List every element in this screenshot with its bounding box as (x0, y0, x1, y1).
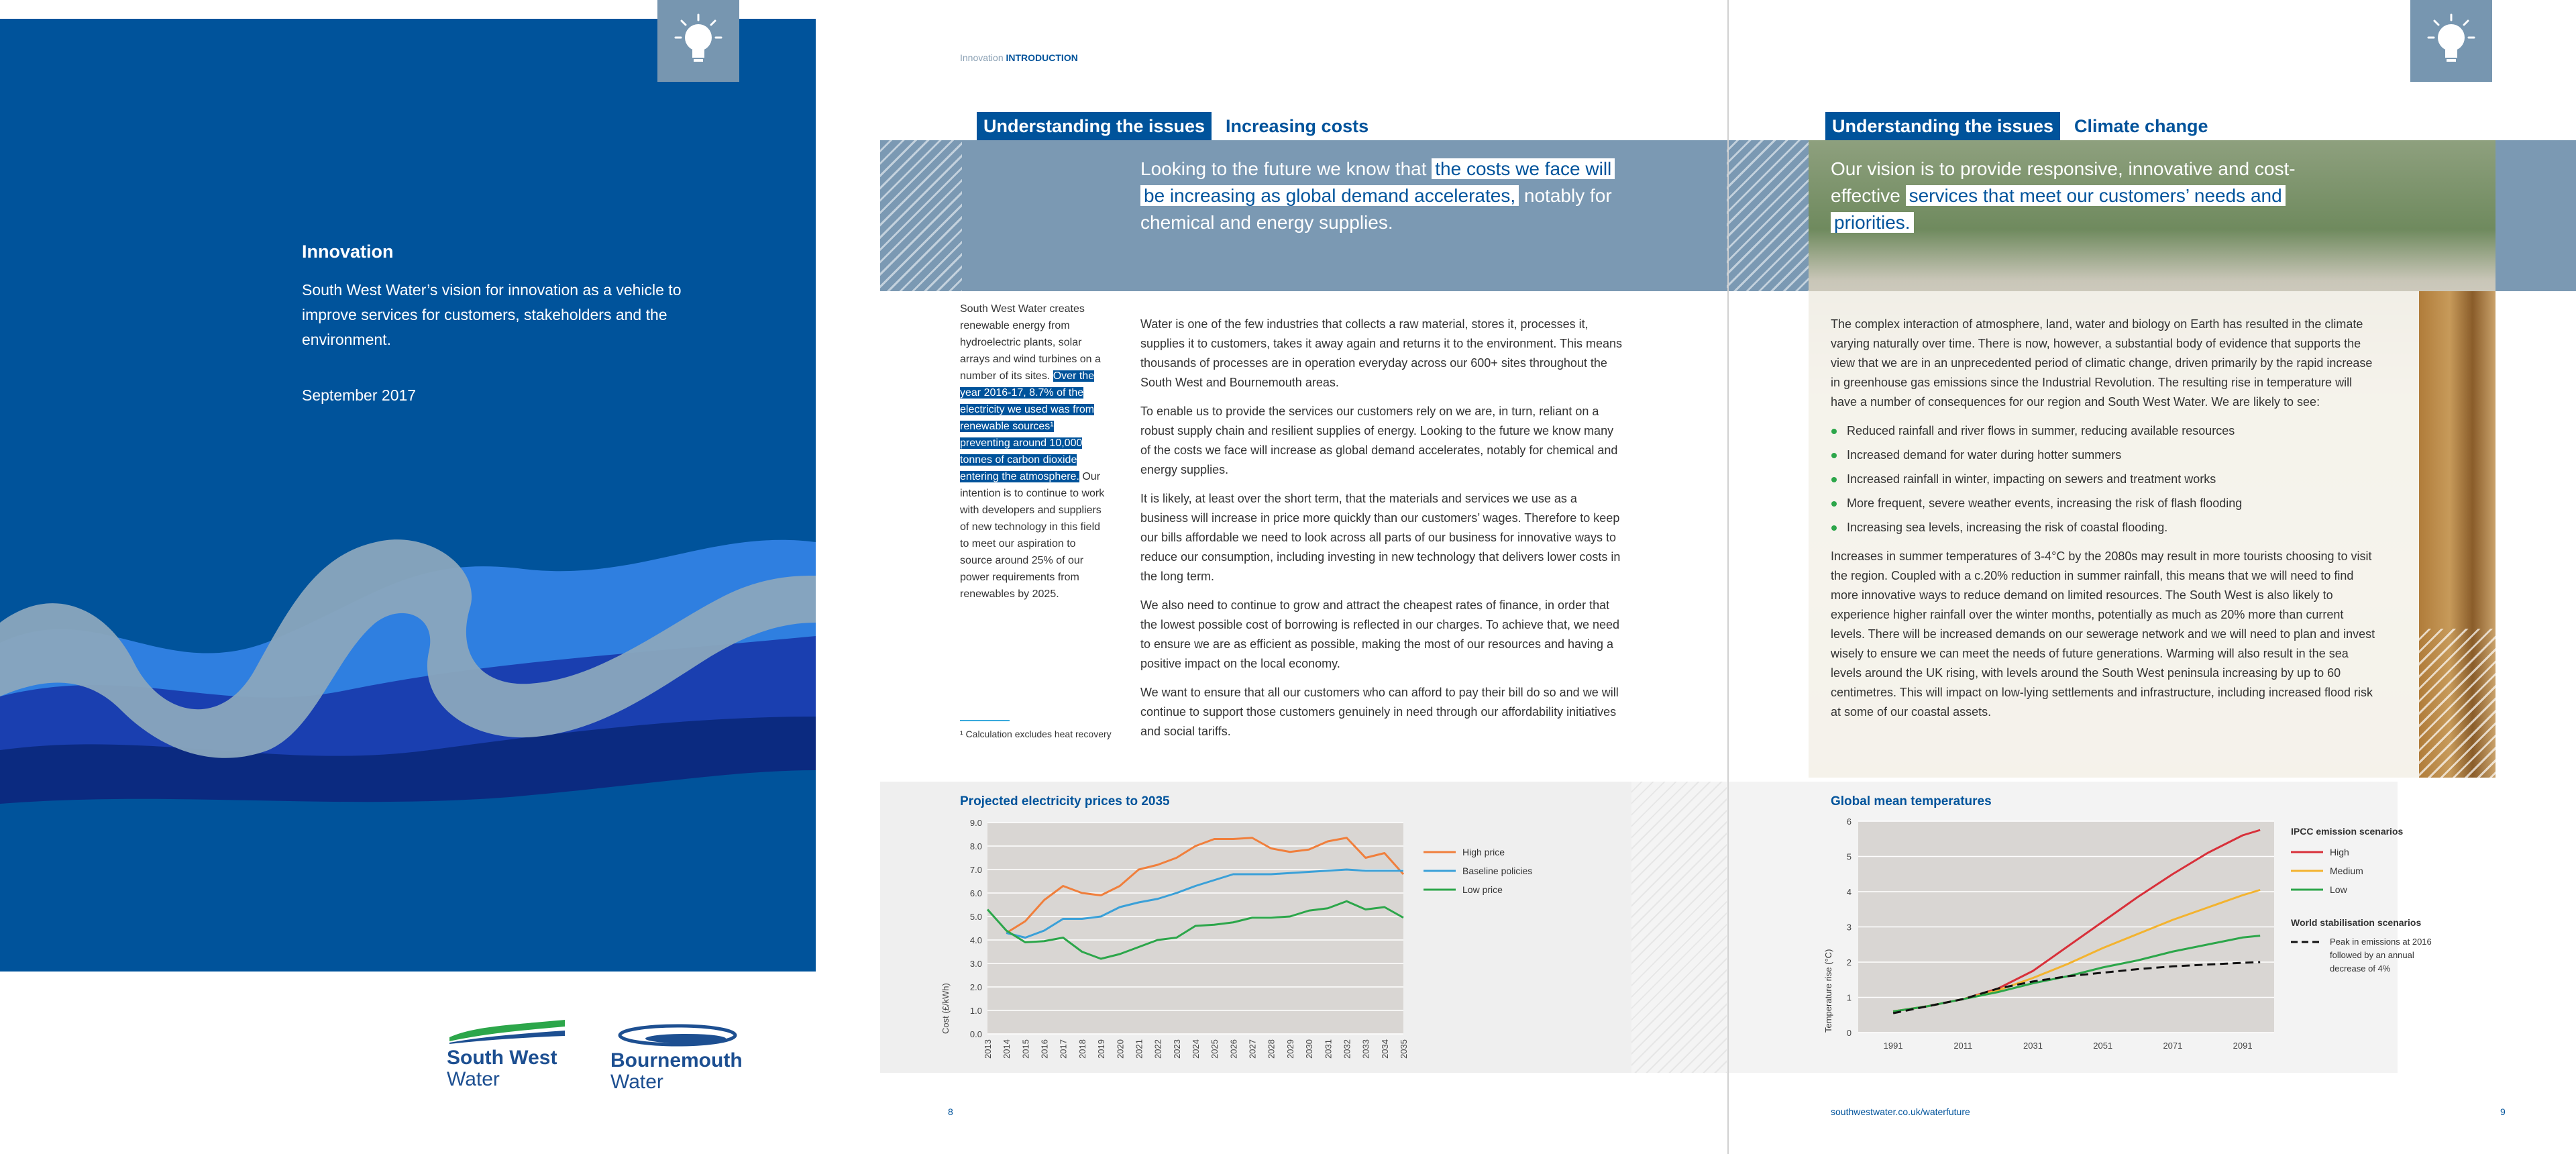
bournemouth-water-logo-mark (610, 1024, 745, 1047)
y-tick-label: 4.0 (969, 935, 982, 945)
lightbulb-icon (657, 0, 739, 82)
cover-date: September 2017 (302, 386, 417, 404)
quote-highlight: services that meet our customers’ needs and priorities. (1831, 185, 2286, 233)
page-divider (1727, 0, 1729, 1154)
legend-label: High (2330, 847, 2349, 857)
y-tick-label: 1 (1846, 992, 1851, 1003)
list-item: More frequent, severe weather events, increasing the risk of flash flooding (1831, 494, 2381, 513)
pull-quote-right (1831, 156, 2327, 236)
page-number: 8 (948, 1106, 953, 1117)
list-item: Reduced rainfall and river flows in summer, reducing available resources (1831, 421, 2381, 441)
legend-label: Baseline policies (1462, 866, 1533, 876)
cover-description: South West Water’s vision for innovation as a vehicle to improve services for customers, stakeholders and the environment. (302, 281, 682, 348)
legend-label-line: followed by an annual (2330, 950, 2414, 960)
x-tick-label: 2027 (1247, 1039, 1258, 1059)
y-tick-label: 5.0 (969, 912, 982, 922)
x-tick-label: 2031 (1323, 1039, 1334, 1059)
paragraph: The complex interaction of atmosphere, land, water and biology on Earth has resulted in the climate varying naturally over time. There is now, however, a substantial body of evidence that supports the view that we are in an unprecedented period of climatic change, driven primarily by the rapid increase in greenhouse gas emissions since the Industrial Revolution. The resulting rise in temperature will have a number of consequences for our region and South West Water. We are likely to see: (1831, 317, 2373, 409)
body-text-right (1831, 315, 2381, 731)
y-tick-label: 9.0 (969, 818, 982, 828)
footnote-rule (960, 720, 1010, 721)
impact-list (1831, 421, 2381, 537)
cover-panel (0, 19, 816, 972)
chart-title: Projected electricity prices to 2035 (960, 794, 1170, 808)
heading-topic: Increasing costs (1226, 116, 1369, 136)
x-tick-label: 2018 (1077, 1039, 1087, 1059)
bournemouth-logo-subtext: Water (610, 1071, 663, 1093)
y-axis-label: Temperature rise (°C) (1823, 949, 1833, 1033)
paragraph: We also need to continue to grow and attract the cheapest rates of finance, in order that the lowest possible cost of borrowing is reflected in our charges. To achieve that, we need to ensure we are as efficient as possible, making the most of our resources and having a positive impact on the local economy. (1140, 598, 1620, 670)
y-tick-label: 3 (1846, 922, 1851, 933)
x-tick-label: 2051 (2093, 1041, 2113, 1051)
y-tick-label: 2 (1846, 957, 1851, 967)
x-tick-label: 2019 (1096, 1039, 1107, 1059)
heading-label: Understanding the issues (977, 112, 1212, 140)
x-tick-label: 2011 (1953, 1041, 1973, 1051)
x-tick-label: 2033 (1360, 1039, 1371, 1059)
x-tick-label: 2035 (1399, 1039, 1409, 1059)
y-tick-label: 6.0 (969, 888, 982, 898)
south-west-water-logo (447, 1018, 568, 1090)
quote-text-end: notably for chemical and energy supplies. (1140, 185, 1612, 233)
legend-label-line: decrease of 4% (2330, 963, 2391, 974)
south-west-logo-text: South West (447, 1047, 557, 1069)
side-note (960, 301, 1106, 602)
page-number: 9 (2500, 1106, 2506, 1117)
list-item: Increased demand for water during hotter summers (1831, 445, 2381, 465)
list-item: Increased rainfall in winter, impacting on sewers and treatment works (1831, 470, 2381, 489)
breadcrumb (960, 52, 1078, 63)
quote-text: Our vision is to provide responsive, innovative and cost-effective (1831, 158, 2296, 206)
x-tick-label: 2014 (1002, 1039, 1012, 1059)
lightbulb-icon (2410, 0, 2492, 82)
y-tick-label: 3.0 (969, 959, 982, 969)
hatch-pattern (2419, 629, 2496, 778)
website-link[interactable]: southwestwater.co.uk/waterfuture (1831, 1106, 1970, 1117)
quote-highlight: the costs we face will be increasing as global demand accelerates, (1140, 158, 1615, 206)
x-tick-label: 2015 (1020, 1039, 1031, 1059)
electricity-price-chart (939, 812, 1533, 1073)
y-tick-label: 7.0 (969, 865, 982, 875)
y-tick-label: 8.0 (969, 841, 982, 851)
y-tick-label: 2.0 (969, 982, 982, 992)
breadcrumb-section: Innovation (960, 52, 1004, 63)
heading-topic-right: Climate change (2074, 116, 2208, 136)
y-axis-label: Cost (£/kWh) (941, 983, 951, 1034)
paragraph: Increases in summer temperatures of 3-4°C by the 2080s may result in more tourists choosing to visit the region. Coupled with a c.20% reduction in summer rainfall, this means that we will need to find more innovative ways to reduce demand on limited resources. The South West is also likely to experience higher rainfall over the winter months, potentially as much as 20% more than current levels. There will be increased demands on our sewerage network and we will need to plan and invest wisely to ensure we can meet the needs of future generations. Warming will also result in the sea levels around the UK rising, with levels around the South West peninsula increasing by up to 60 centimetres. This will impact on low-lying settlements and infrastructure, including increased flood risk at some of our coastal assets. (1831, 549, 2375, 719)
body-text (1140, 315, 1627, 751)
x-tick-label: 2025 (1210, 1039, 1220, 1059)
legend-label: Low price (1462, 884, 1503, 895)
legend-label: Medium (2330, 866, 2363, 876)
y-tick-label: 0 (1846, 1028, 1851, 1038)
x-tick-label: 2034 (1379, 1039, 1390, 1059)
x-tick-label: 2031 (2023, 1041, 2043, 1051)
legend-label-line: Peak in emissions at 2016 (2330, 937, 2432, 947)
x-tick-label: 2013 (983, 1039, 993, 1059)
pull-quote (1140, 156, 1637, 236)
list-item: Increasing sea levels, increasing the risk of coastal flooding. (1831, 518, 2381, 537)
quote-text: Looking to the future we know that (1140, 158, 1432, 179)
wave-artwork (0, 19, 816, 972)
cover-title: Innovation (302, 242, 394, 262)
breadcrumb-page: INTRODUCTION (1006, 52, 1078, 63)
y-tick-label: 1.0 (969, 1006, 982, 1016)
side-note-intro: South West Water creates renewable energy from hydroelectric plants, solar arrays and wind turbines on a number of its sites. (960, 303, 1101, 382)
x-tick-label: 2026 (1228, 1039, 1239, 1059)
heading-label-right: Understanding the issues (1825, 112, 2060, 140)
x-tick-label: 2017 (1058, 1039, 1069, 1059)
hatch-pattern (1727, 140, 1809, 291)
x-tick-label: 2016 (1039, 1039, 1050, 1059)
hatch-pattern (1631, 782, 1727, 1073)
x-tick-label: 2020 (1115, 1039, 1126, 1059)
legend-group-title: World stabilisation scenarios (2291, 917, 2422, 928)
x-tick-label: 1991 (1883, 1041, 1903, 1051)
x-tick-label: 2071 (2163, 1041, 2183, 1051)
x-tick-label: 2023 (1171, 1039, 1182, 1059)
hatch-pattern (880, 140, 962, 291)
paragraph: It is likely, at least over the short term, that the materials and services we use as a business will increase in price more quickly than our customers’ wages. Therefore to keep our bills affordable we need to look across all parts of our business for innovative ways to reduce our consumption, including investing in new technology that delivers lower costs in the long term. (1140, 492, 1621, 583)
x-tick-label: 2022 (1152, 1039, 1163, 1059)
x-tick-label: 2029 (1285, 1039, 1295, 1059)
x-tick-label: 2021 (1134, 1039, 1144, 1059)
bournemouth-logo-text: Bournemouth (610, 1049, 743, 1071)
y-tick-label: 5 (1846, 851, 1851, 862)
x-tick-label: 2091 (2233, 1041, 2253, 1051)
legend-label: Low (2330, 884, 2347, 895)
x-tick-label: 2028 (1266, 1039, 1277, 1059)
side-note-highlight: Over the year 2016-17, 8.7% of the electricity we used was from renewable sources¹ preventing around 10,000 tonnes of carbon dioxide entering the atmosphere. (960, 370, 1095, 482)
side-note-outro: Our intention is to continue to work with developers and suppliers of new technology in this field to meet our aspiration to source around 25% of our power requirements from renewables by 2025. (960, 471, 1105, 600)
x-tick-label: 2024 (1191, 1039, 1201, 1059)
y-tick-label: 4 (1846, 887, 1851, 897)
legend-label: High price (1462, 847, 1505, 857)
chart-title: Global mean temperatures (1831, 794, 1992, 808)
footnote: ¹ Calculation excludes heat recovery (960, 729, 1112, 739)
x-tick-label: 2032 (1342, 1039, 1352, 1059)
paragraph: Water is one of the few industries that collects a raw material, stores it, processes it, supplies it to customers, takes it away again and returns it to the environment. This means thousands of processes are in operation everyday across our 600+ sites throughout the South West and Bournemouth areas. (1140, 317, 1623, 389)
bournemouth-water-logo (610, 1024, 745, 1093)
paragraph: To enable us to provide the services our customers rely on we are, in turn, reliant on a robust supply chain and resilient supplies of energy. Looking to the future we know many of the costs we face will increase as global demand accelerates, notably for chemical and energy supplies. (1140, 405, 1618, 476)
south-west-water-logo-mark (447, 1018, 568, 1044)
global-temperature-chart (1811, 812, 2432, 1070)
legend-group-title: IPCC emission scenarios (2291, 826, 2404, 837)
south-west-logo-subtext: Water (447, 1068, 500, 1090)
y-tick-label: 0.0 (969, 1029, 982, 1039)
paragraph: We want to ensure that all our customers who can afford to pay their bill do so and we will continue to support those customers genuinely in need through our affordability initiatives and social tariffs. (1140, 686, 1619, 738)
y-tick-label: 6 (1846, 817, 1851, 827)
x-tick-label: 2030 (1304, 1039, 1315, 1059)
